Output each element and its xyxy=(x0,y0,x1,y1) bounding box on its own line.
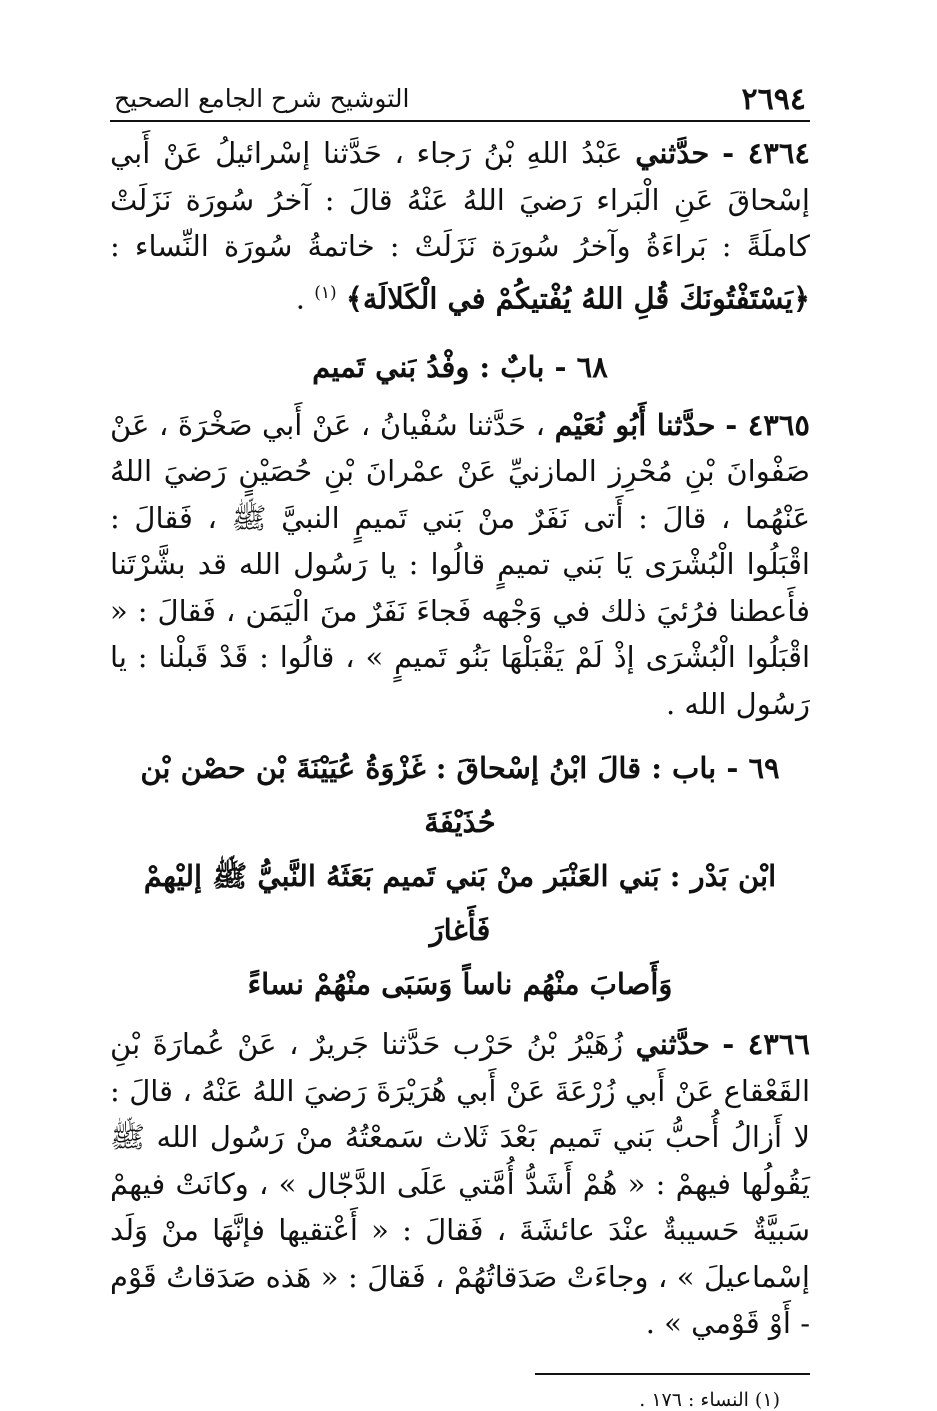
running-title: التوشيح شرح الجامع الصحيح xyxy=(114,84,410,113)
hadith-text: زُهَيْرُ بْنُ حَرْب حَدَّثنا جَريرٌ ، عَنْ عُمارَةَ بْنِ القَعْقاع عَنْ أَبي زُرْعَةَ عَنْ أَبي هُرَيْرَةَ رَضيَ اللهُ عَنْهُ ، قالَ : لا أَزالُ أُحبُّ بَني تَميم بَعْدَ ثَلاث سَمعْتُهُ منْ رَسُول الله ﷺ يَقُولُها فيهمْ : « هُمْ أَشَدُّ أُمَّتي عَلَى الدَّجّال » ، وكانَتْ فيهمْ سَبيَّةٌ حَسيبةٌ عنْدَ عائشَةَ ، فَقالَ : « أَعْتقيها فإنَّهَا منْ وَلَد إسْماعيلَ » ، وجاءَتْ صَدَقاتُهُمْ ، فَقالَ : « هَذه صَدَقاتُ قَوْم - أَوْ قَوْمي » . xyxy=(110,1027,810,1341)
hadith-4364 xyxy=(110,130,810,322)
chapter-69-line-1: ٦٩ - باب : قالَ ابْنُ إسْحاقَ : غَزْوَةُ عُيَيْنَةَ بْن حصْن بْن حُذَيْفَةَ xyxy=(140,751,780,840)
footnote-reference: (١) xyxy=(314,282,337,303)
hadith-lead: حدَّثني xyxy=(635,1027,710,1062)
hadith-lead: حدَّثنا أَبُو نُعَيْم xyxy=(554,407,716,442)
hadith-number: ٤٣٦٤ - xyxy=(722,136,811,170)
footnote: (١) النساء : ١٧٦ . xyxy=(639,1388,780,1411)
quran-verse: ﴿يَسْتَفْتُونَكَ قُلِ اللهُ يُفْتيكُمْ في الْكَلالَة﴾ xyxy=(345,281,810,316)
chapter-69-line-3: وَأَصابَ منْهُم ناساً وَسَبَى منْهُمْ نساءً xyxy=(247,967,673,1002)
chapter-68-heading: ٦٨ - بابٌ : وفْدُ بَني تَميم xyxy=(312,349,608,384)
footnote-separator xyxy=(535,1373,810,1375)
chapter-69-line-2: ابْن بَدْر : بَني العَنْبَر منْ بَني تَميم بَعَثَهُ النَّبيُّ ﷺ إليْهمْ فَأَغارَ xyxy=(143,859,777,948)
document-page xyxy=(110,70,810,1411)
hadith-4366 xyxy=(110,1021,810,1347)
hadith-text: ، حَدَّثنا سُفْيانُ ، عَنْ أَبي صَخْرَةَ ، عَنْ صَفْوانَ بْنِ مُحْرِز المازنيِّ عَنْ عمْرانَ بْنِ حُصَيْنٍ رَضيَ اللهُ عَنْهُما ، قالَ : أَتى نَفَرٌ منْ بَني تَميمٍ النبيَّ ﷺ ، فَقالَ : اقْبَلُوا الْبُشْرَى يَا بَني تميمٍ قالُوا : يا رَسُول الله قد بشَّرْتَنا فأَعطنا فرُئيَ ذلك في وَجْهه فَجاءَ نَفَرٌ منَ الْيَمَن ، فَقالَ : « اقْبَلُوا الْبُشْرَى إذْ لَمْ يَقْبَلْهَا بَنُو تَميمٍ » ، قالُوا : قَدْ قَبلْنا : يا رَسُول الله . xyxy=(110,407,810,721)
hadith-4365 xyxy=(110,402,810,728)
chapter-69-heading xyxy=(110,741,810,1011)
hadith-number: ٤٣٦٥ - xyxy=(725,407,811,442)
page-number: ٢٦٩٤ xyxy=(741,82,806,117)
hadith-end: . xyxy=(295,281,305,316)
hadith-lead: حدَّثني xyxy=(635,136,710,170)
hadith-number: ٤٣٦٦ - xyxy=(722,1027,811,1062)
page-header xyxy=(110,70,810,122)
hadith-text: عَبْدُ اللهِ بْنُ رَجاء ، حَدَّثنا إسْرائيلُ عَنْ أَبي إسْحاقَ عَنِ الْبَراء رَضيَ اللهُ عَنْهُ قالَ : آخرُ سُورَة نَزَلَتْ كاملَةً : بَراءَةُ وآخرُ سُورَة نَزَلَتْ : خاتمةُ سُورَة النِّساء : xyxy=(110,136,810,263)
